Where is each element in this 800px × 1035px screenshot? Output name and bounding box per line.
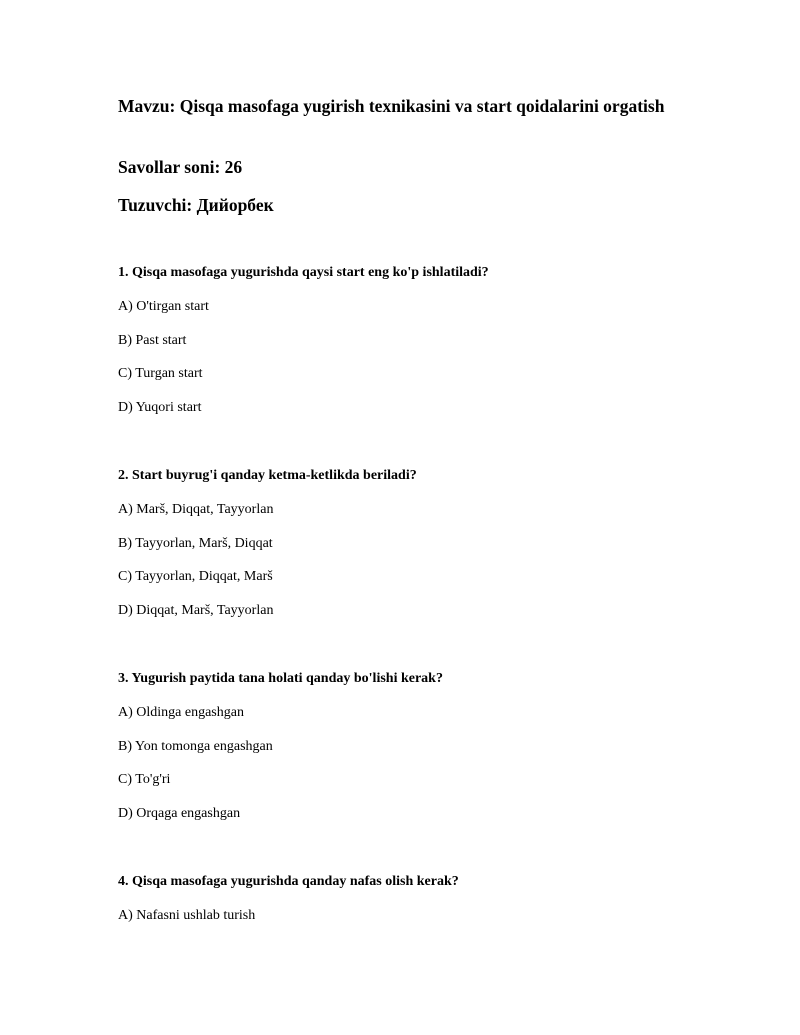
answer-option: A) O'tirgan start: [118, 299, 209, 314]
answer-option: B) Tayyorlan, Marš, Diqqat: [118, 535, 273, 551]
answer-option: B) Past start: [118, 332, 187, 348]
answer-option: C) Turgan start: [118, 366, 203, 382]
answer-option: C) Tayyorlan, Diqqat, Marš: [118, 569, 273, 585]
answer-option: A) Oldinga engashgan: [118, 705, 244, 720]
question-text: 1. Qisqa masofaga yugurishda qaysi start eng ko'p ishlatiladi?: [118, 265, 489, 280]
document-title: Mavzu: Qisqa masofaga yugirish texnikasini va start qoidalarini orgatish: [118, 96, 665, 116]
answer-option: C) To'g'ri: [118, 772, 171, 788]
answer-option: A) Nafasni ushlab turish: [118, 908, 256, 923]
question-1: [118, 264, 738, 417]
question-text: 3. Yugurish paytida tana holati qanday bo'lishi kerak?: [118, 671, 443, 686]
answer-option: A) Marš, Diqqat, Tayyorlan: [118, 502, 274, 517]
question-3: [118, 670, 738, 823]
answer-option: D) Diqqat, Marš, Tayyorlan: [118, 603, 274, 619]
question-count: Savollar soni: 26: [118, 157, 243, 177]
author: Tuzuvchi: Дийорбек: [118, 195, 274, 215]
answer-option: D) Yuqori start: [118, 400, 202, 416]
answer-option: D) Orqaga engashgan: [118, 806, 241, 822]
answer-option: B) Yon tomonga engashgan: [118, 738, 273, 754]
question-4: [118, 873, 738, 925]
question-text: 4. Qisqa masofaga yugurishda qanday nafas olish kerak?: [118, 874, 459, 889]
question-2: [118, 467, 738, 620]
question-text: 2. Start buyrug'i qanday ketma-ketlikda beriladi?: [118, 468, 417, 483]
